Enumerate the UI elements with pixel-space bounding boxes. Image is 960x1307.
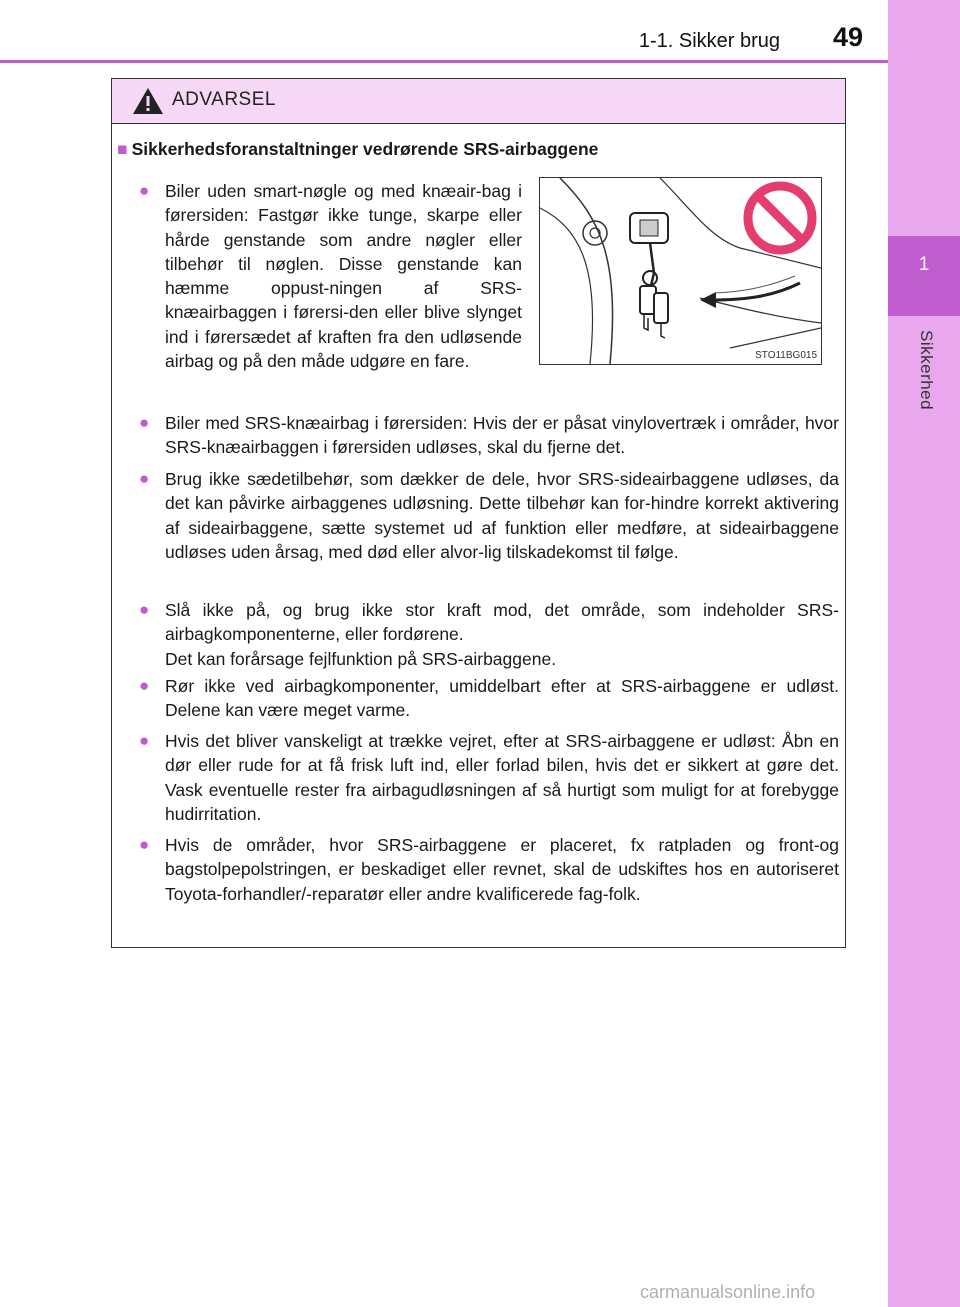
figure-code: STO11BG015 bbox=[755, 350, 817, 361]
round-bullet-icon: ● bbox=[139, 731, 150, 750]
warning-item-text: Hvis det bliver vanskeligt at trække vejret, efter at SRS-airbaggene er udløst: Åbn en dør eller rude for at få frisk luft ind, eller forlad bilen, hvis det er sikkert at gøre det. Vask eventuelle rester fra airbagudløsningen af så hurtigt som muligt for at forebygge hudirritation. bbox=[165, 731, 839, 824]
warning-item bbox=[139, 411, 839, 460]
watermark: carmanualsonline.info bbox=[640, 1282, 816, 1302]
warning-item bbox=[139, 467, 839, 564]
round-bullet-icon: ● bbox=[139, 413, 150, 432]
warning-triangle-icon bbox=[132, 87, 164, 115]
round-bullet-icon: ● bbox=[139, 835, 150, 854]
round-bullet-icon: ● bbox=[139, 181, 150, 200]
header-rule bbox=[0, 60, 888, 63]
warning-item-text: Hvis de områder, hvor SRS-airbaggene er placeret, fx ratpladen og front-og bagstolpepolstringen, er beskadiget eller revnet, skal de udskiftes hos en autoriseret Toyota-forhandler/-reparatør eller andre kvalificerede fag-folk. bbox=[165, 835, 839, 904]
warning-header bbox=[112, 79, 845, 124]
page-header bbox=[0, 20, 888, 60]
warning-item-text: Biler uden smart-nøgle og med knæair-bag i førersiden: Fastgør ikke tunge, skarpe eller hårde genstande som andre nøgler eller tilbehør til nøglen. Disse genstande kan hæmme oppust-ningen af SRS-knæairbaggen i førersi-den eller blive slynget ind i førersædet af kraften fra den udløsende airbag og på den måde udgøre en fare. bbox=[165, 181, 522, 372]
prohibited-icon bbox=[748, 186, 812, 250]
round-bullet-icon: ● bbox=[139, 469, 150, 488]
section-title: 1-1. Sikker brug bbox=[638, 30, 780, 52]
warning-item-note: Det kan forårsage fejlfunktion på SRS-airbaggene. bbox=[165, 648, 557, 669]
chapter-number-block bbox=[888, 236, 960, 316]
warning-subheading bbox=[117, 139, 598, 160]
round-bullet-icon: ● bbox=[139, 600, 150, 619]
warning-item-text: Rør ikke ved airbagkomponenter, umiddelbart efter at SRS-airbaggene er udløst. Delene kan være meget varme. bbox=[165, 676, 839, 721]
chapter-side-tab bbox=[888, 0, 960, 1307]
warning-item bbox=[139, 833, 839, 906]
warning-item-text: Slå ikke på, og brug ikke stor kraft mod, det område, som indeholder SRS-airbagkomponenterne, eller fordørene. bbox=[165, 600, 839, 645]
square-bullet-icon: ■ bbox=[117, 139, 128, 159]
chapter-title: Sikkerhed bbox=[917, 330, 936, 411]
warning-item bbox=[139, 598, 839, 671]
key-illustration bbox=[539, 177, 822, 365]
warning-item-text: Brug ikke sædetilbehør, som dækker de dele, hvor SRS-sideairbaggene udløses, da det kan påvirke airbaggenes udløsning. Dette tilbehør kan for-hindre korrekt aktivering af sideairbaggene, sætte systemet ud af funktion eller medføre, at sideairbaggene udløses uden årsag, med død eller alvor-lig tilskadekomst til følge. bbox=[165, 469, 839, 562]
key-ring-illustration bbox=[540, 178, 821, 364]
round-bullet-icon: ● bbox=[139, 676, 150, 695]
warning-item-text: Biler med SRS-knæairbag i førersiden: Hvis der er påsat vinylovertræk i områder, hvor SRS-knæairbaggen i førersiden udløses, skal du fjerne det. bbox=[165, 413, 839, 458]
page-number: 49 bbox=[832, 22, 863, 52]
warning-item bbox=[139, 674, 839, 723]
warning-label: ADVARSEL bbox=[172, 89, 276, 110]
warning-item bbox=[139, 179, 522, 373]
warning-box bbox=[111, 78, 846, 948]
warning-item bbox=[139, 729, 839, 826]
chapter-number: 1 bbox=[918, 254, 930, 275]
warning-subheading-text: Sikkerhedsforanstaltninger vedrørende SRS-airbaggene bbox=[131, 139, 599, 159]
